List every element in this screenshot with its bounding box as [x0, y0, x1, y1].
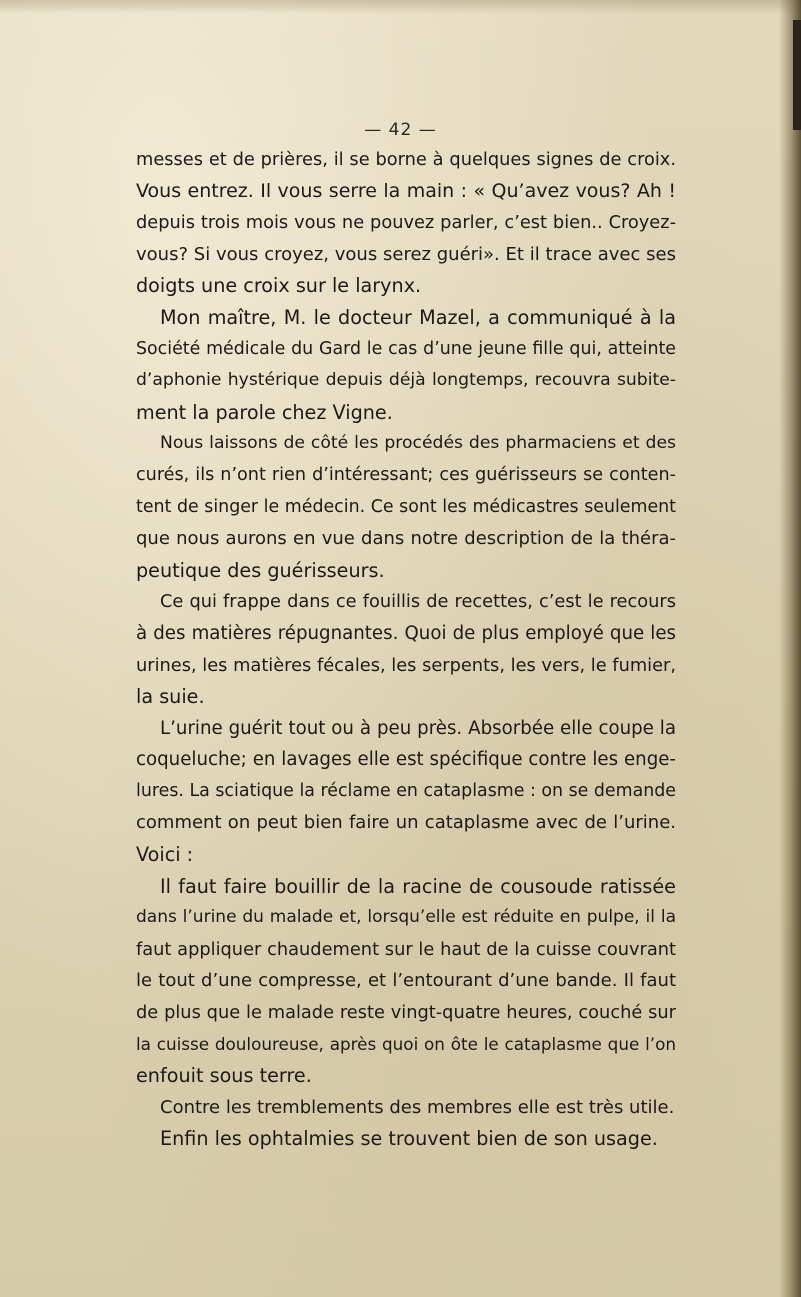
- text-line: d’aphonie hystérique depuis déjà longtemps, recouvra subite-: [136, 370, 676, 391]
- text-line: curés, ils n’ont rien d’intéressant; ces guérisseurs se conten-: [136, 464, 676, 485]
- text-line: Société médicale du Gard le cas d’une jeune fille qui, atteinte: [136, 338, 676, 359]
- text-line: faut appliquer chaudement sur le haut de la cuisse couvrant: [136, 938, 676, 960]
- text-line: à des matières répugnantes. Quoi de plus employé que les: [136, 622, 676, 644]
- text-line: peutique des guérisseurs.: [136, 558, 385, 582]
- text-line: Mon maître, M. le docteur Mazel, a communiqué à la: [160, 305, 676, 329]
- page-body-text: [136, 144, 676, 1155]
- text-line: Ce qui frappe dans ce fouillis de recettes, c’est le recours: [160, 591, 676, 613]
- page-binding-edge: [779, 0, 801, 1297]
- text-line: urines, les matières fécales, les serpents, les vers, le fumier,: [136, 654, 676, 676]
- page-top-shadow: [0, 0, 801, 14]
- text-line: Voici :: [136, 843, 194, 867]
- text-line: Enfin les ophtalmies se trouvent bien de son usage.: [160, 1127, 658, 1151]
- text-line: la cuisse douloureuse, après quoi on ôte le cataplasme que l’on: [136, 1033, 676, 1054]
- text-line: Contre les tremblements des membres elle est très utile.: [160, 1096, 675, 1118]
- text-line: depuis trois mois vous ne pouvez parler, c’est bien.. Croyez-: [136, 212, 676, 234]
- text-line: messes et de prières, il se borne à quelques signes de croix.: [136, 149, 676, 170]
- text-line: Nous laissons de côté les procédés des pharmaciens et des: [160, 433, 676, 454]
- text-line: ment la parole chez Vigne.: [136, 400, 393, 424]
- text-line: que nous aurons en vue dans notre description de la théra-: [136, 528, 676, 550]
- page-number: — 42 —: [364, 120, 437, 140]
- text-line: tent de singer le médecin. Ce sont les médicastres seulement: [136, 496, 676, 517]
- text-line: Il faut faire bouillir de la racine de cousoude ratissée: [160, 874, 676, 898]
- text-line: coqueluche; en lavages elle est spécifique contre les enge-: [136, 749, 676, 771]
- text-line: Vous entrez. Il vous serre la main : « Qu’avez vous? Ah !: [136, 179, 676, 202]
- text-line: doigts une croix sur le larynx.: [136, 274, 422, 298]
- text-line: le tout d’une compresse, et l’entourant d’une bande. Il faut: [136, 970, 676, 992]
- text-line: comment on peut bien faire un cataplasme avec de l’urine.: [136, 812, 676, 834]
- text-line: enfouit sous terre.: [136, 1064, 312, 1088]
- text-line: L’urine guérit tout ou à peu près. Absorbée elle coupe la: [160, 717, 676, 739]
- text-line: de plus que le malade reste vingt-quatre heures, couché sur: [136, 1002, 676, 1024]
- text-line: lures. La sciatique la réclame en cataplasme : on se demande: [136, 780, 676, 801]
- text-line: dans l’urine du malade et, lorsqu’elle est réduite en pulpe, il la: [136, 907, 676, 928]
- text-line: la suie.: [136, 685, 205, 709]
- page-edge-mark: [793, 20, 801, 130]
- text-line: vous? Si vous croyez, vous serez guéri». Et il trace avec ses: [136, 243, 676, 265]
